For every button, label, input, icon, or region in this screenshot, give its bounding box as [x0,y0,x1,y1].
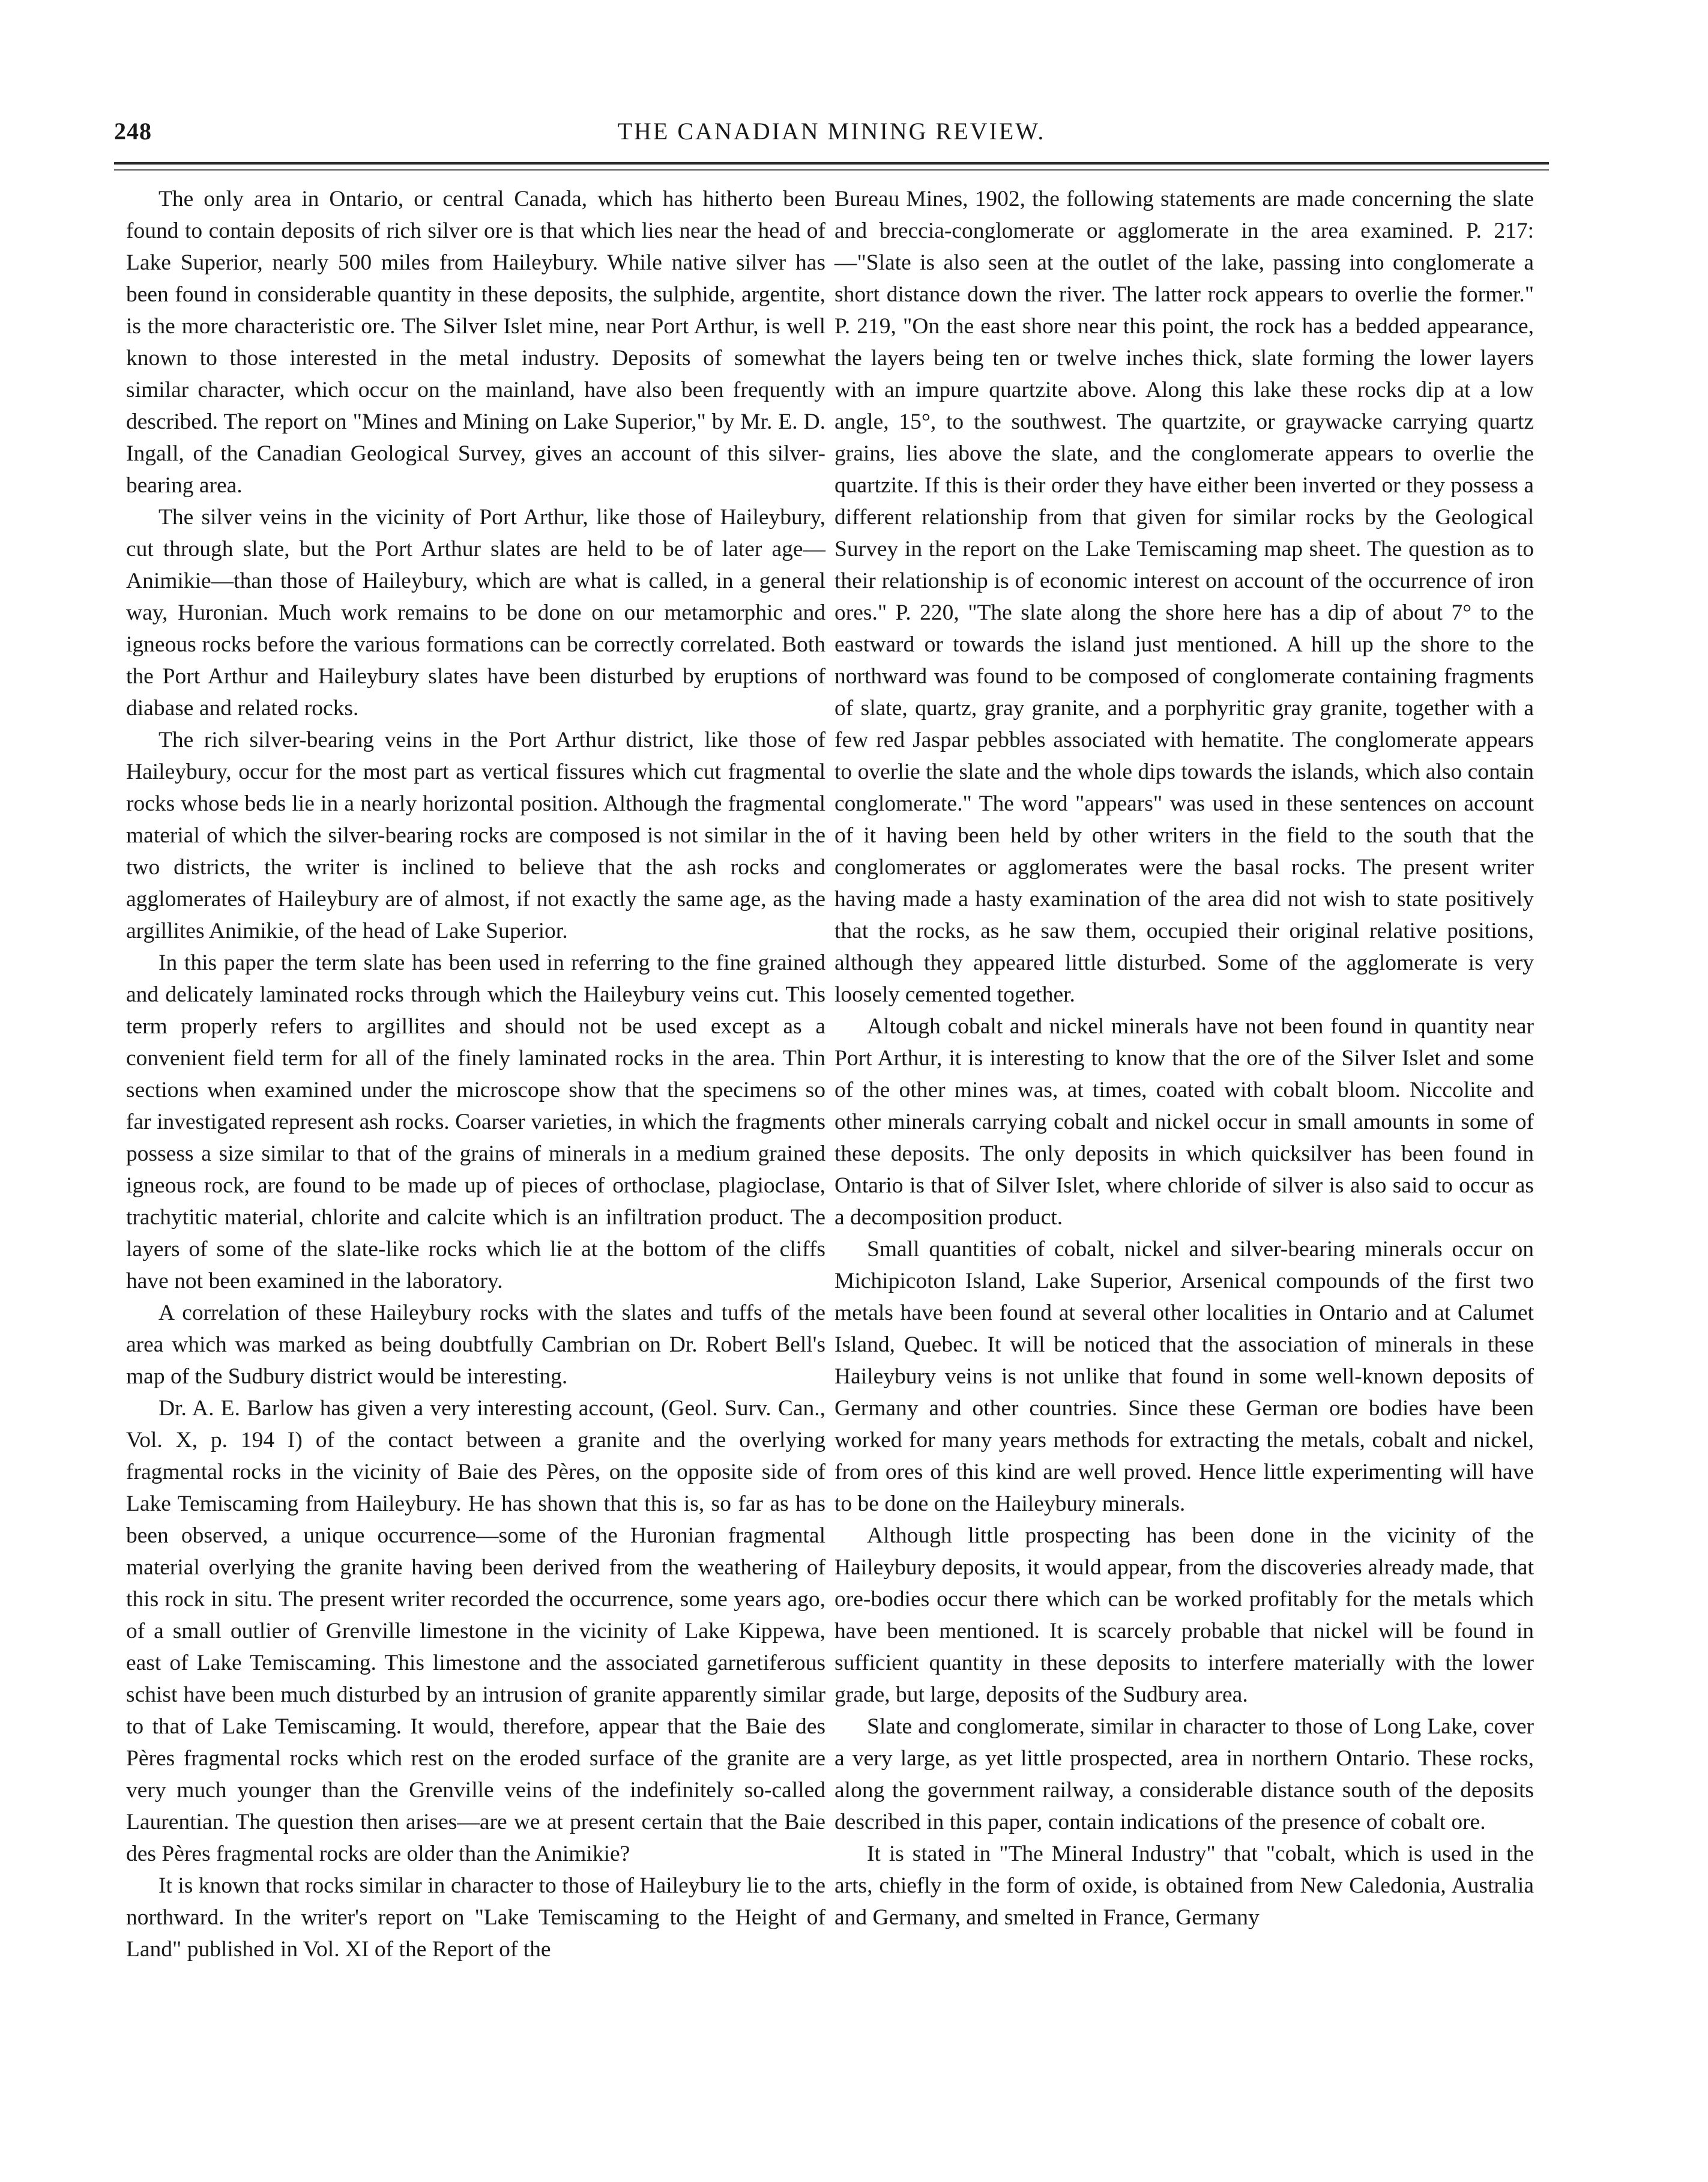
paragraph: It is stated in "The Mineral Industry" that "cobalt, which is used in the arts, chiefly in the form of oxide, is obtained from New Caledonia, Australia and Germany, and smelted in France, Germany [834,1842,1534,1930]
right-column [834,183,1534,1933]
paragraph: The only area in Ontario, or central Canada, which has hitherto been found to contain deposits of rich silver ore is that which lies near the head of Lake Superior, nearly 500 miles from Haileybury. While native silver has been found in considerable quantity in these deposits, the sulphide, argentite, is the more characteristic ore. The Silver Islet mine, near Port Arthur, is well known to those interested in the metal industry. Deposits of somewhat similar character, which occur on the mainland, have also been frequently described. The report on "Mines and Mining on Lake Superior," by Mr. E. D. Ingall, of the Canadian Geological Survey, gives an account of this silver-bearing area. [126,187,825,498]
paragraph: A correlation of these Haileybury rocks with the slates and tuffs of the area which was marked as being doubtfully Cambrian on Dr. Robert Bell's map of the Sudbury district would be interesting. [126,1301,825,1389]
paragraph: Altough cobalt and nickel minerals have not been found in quantity near Port Arthur, it is interesting to know that the ore of the Silver Islet and some of the other mines was, at times, coated with cobalt bloom. Niccolite and other minerals carrying cobalt and nickel occur in small amounts in some of these deposits. The only deposits in which quicksilver has been found in Ontario is that of Silver Islet, where chloride of silver is also said to occur as a decomposition product. [834,1014,1534,1230]
journal-title: THE CANADIAN MINING REVIEW. [617,118,1046,145]
paragraph: The silver veins in the vicinity of Port Arthur, like those of Haileybury, cut through slate, but the Port Arthur slates are held to be of later age—Animikie—than those of Haileybury, which are what is called, in a general way, Huronian. Much work remains to be done on our metamorphic and igneous rocks before the various formations can be correctly correlated. Both the Port Arthur and Haileybury slates have been disturbed by eruptions of diabase and related rocks. [126,505,825,721]
paragraph: Although little prospecting has been done in the vicinity of the Haileybury deposits, it would appear, from the discoveries already made, that ore-bodies occur there which can be worked profitably for the metals which have been mentioned. It is scarcely probable that nickel will be found in sufficient quantity in these deposits to interfere materially with the lower grade, but large, deposits of the Sudbury area. [834,1523,1534,1707]
paragraph: Small quantities of cobalt, nickel and silver-bearing minerals occur on Michipicoton Island, Lake Superior, Arsenical compounds of the first two metals have been found at several other localities in Ontario and at Calumet Island, Quebec. It will be noticed that the association of minerals in these Haileybury veins is not unlike that found in some well-known deposits of Germany and other countries. Since these German ore bodies have been worked for many years methods for extracting the metals, cobalt and nickel, from ores of this kind are well proved. Hence little experimenting will have to be done on the Haileybury minerals. [834,1237,1534,1516]
paragraph: Slate and conglomerate, similar in character to those of Long Lake, cover a very large, as yet little prospected, area in northern Ontario. These rocks, along the government railway, a considerable distance south of the deposits described in this paper, contain indications of the presence of cobalt ore. [834,1714,1534,1834]
left-column [126,183,825,1965]
paragraph: The rich silver-bearing veins in the Port Arthur district, like those of Haileybury, occur for the most part as vertical fissures which cut fragmental rocks whose beds lie in a nearly horizontal position. Although the fragmental material of which the silver-bearing rocks are composed is not similar in the two districts, the writer is inclined to believe that the ash rocks and agglomerates of Haileybury are of almost, if not exactly the same age, as the argillites Animikie, of the head of Lake Superior. [126,728,825,943]
header-rule-thin [114,169,1549,171]
paragraph: Dr. A. E. Barlow has given a very interesting account, (Geol. Surv. Can., Vol. X, p. 194 I) of the contact between a granite and the overlying fragmental rocks in the vicinity of Baie des Pères, on the opposite side of Lake Temiscaming from Haileybury. He has shown that this is, so far as has been observed, a unique occurrence—some of the Huronian fragmental material overlying the granite having been derived from the weathering of this rock in situ. The present writer recorded the occurrence, some years ago, of a small outlier of Grenville limestone in the vicinity of Lake Kippewa, east of Lake Temiscaming. This limestone and the associated garnetiferous schist have been much disturbed by an intrusion of granite apparently similar to that of Lake Temiscaming. It would, therefore, appear that the Baie des Pères fragmental rocks which rest on the eroded surface of the granite are very much younger than the Grenville veins of the indefinitely so-called Laurentian. The question then arises—are we at present certain that the Baie des Pères fragmental rocks are older than the Animikie? [126,1396,825,1866]
page-header [114,117,1549,159]
paragraph-continued: Bureau Mines, 1902, the following statements are made concerning the slate and breccia-conglomerate or agglomerate in the area examined. P. 217:—"Slate is also seen at the outlet of the lake, passing into conglomerate a short distance down the river. The latter rock appears to overlie the former." P. 219, "On the east shore near this point, the rock has a bedded appearance, the layers being ten or twelve inches thick, slate forming the lower layers with an impure quartzite above. Along this lake these rocks dip at a low angle, 15°, to the southwest. The quartzite, or graywacke carrying quartz grains, lies above the slate, and the conglomerate appears to overlie the quartzite. If this is their order they have either been inverted or they possess a different relationship from that given for similar rocks by the Geological Survey in the report on the Lake Temiscaming map sheet. The question as to their relationship is of economic interest on account of the occurrence of iron ores." P. 220, "The slate along the shore here has a dip of about 7° to the eastward or towards the island just mentioned. A hill up the shore to the northward was found to be composed of conglomerate containing fragments of slate, quartz, gray granite, and a porphyritic gray granite, together with a few red Jaspar pebbles associated with hematite. The conglomerate appears to overlie the slate and the whole dips towards the islands, which also contain conglomerate." The word "appears" was used in these sentences on account of it having been held by other writers in the field to the south that the conglomerates or agglomerates were the basal rocks. The present writer having made a hasty examination of the area did not wish to state positively that the rocks, as he saw them, occupied their original relative positions, although they appeared little disturbed. Some of the agglomerate is very loosely cemented together. [834,187,1534,1007]
header-rule [114,162,1549,165]
paragraph: It is known that rocks similar in character to those of Haileybury lie to the northward. In the writer's report on "Lake Temiscaming to the Height of Land" published in Vol. XI of the Report of the [126,1873,825,1962]
page-number: 248 [114,118,152,145]
paragraph: In this paper the term slate has been used in referring to the fine grained and delicately laminated rocks through which the Haileybury veins cut. This term properly refers to argillites and should not be used except as a convenient field term for all of the finely laminated rocks in the area. Thin sections when examined under the microscope show that the specimens so far investigated represent ash rocks. Coarser varieties, in which the fragments possess a size similar to that of the grains of minerals in a medium grained igneous rock, are found to be made up of pieces of orthoclase, plagioclase, trachytitic material, chlorite and calcite which is an infiltration product. The layers of some of the slate-like rocks which lie at the bottom of the cliffs have not been examined in the laboratory. [126,950,825,1293]
